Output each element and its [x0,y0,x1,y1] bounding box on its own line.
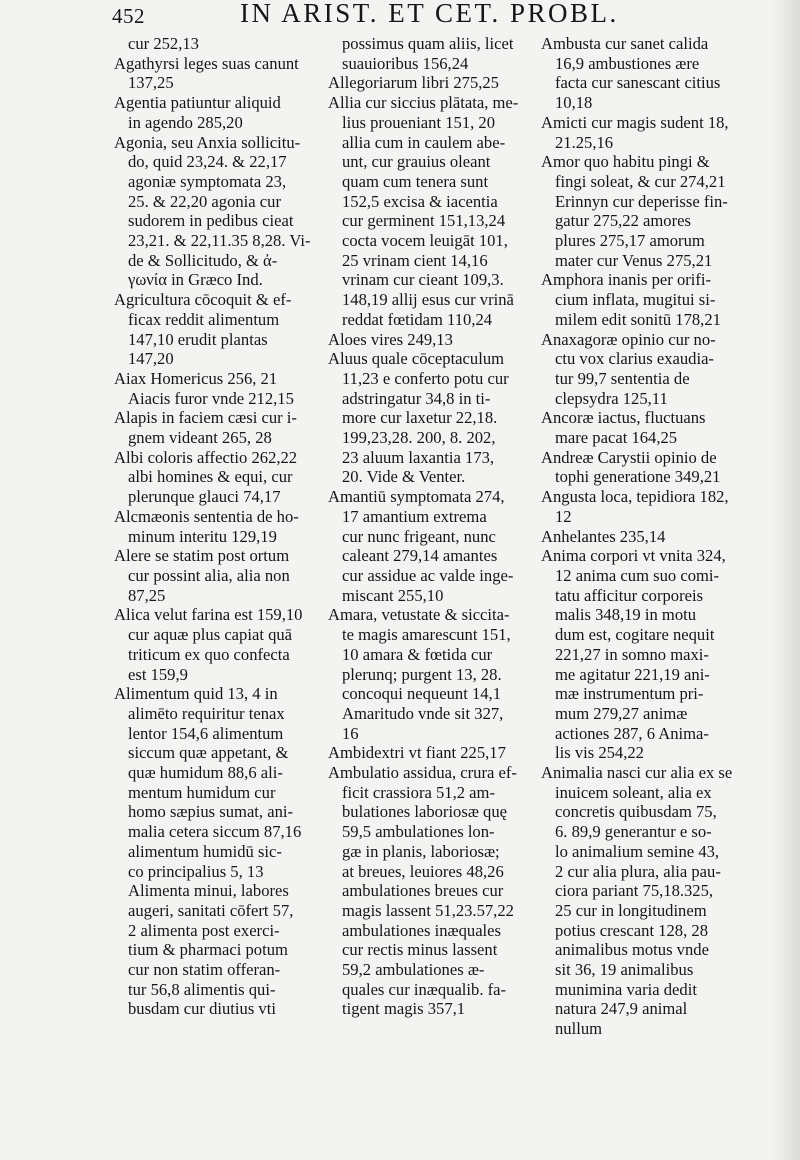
index-line: mare pacat 164,25 [555,428,678,448]
index-line: at breues, leuiores 48,26 [342,861,504,881]
index-line: malis 348,19 in motu [555,605,697,625]
index-column-2 [328,34,532,1019]
index-line: Amphora inanis per orifi- [541,270,712,290]
index-line: dum est, cogitare nequit [555,625,715,645]
index-line: ambulationes inæquales [342,920,501,940]
index-line: suauioribus 156,24 [342,53,469,73]
index-line: Alica velut farina est 159,10 [114,605,303,625]
index-line: tophi generatione 349,21 [555,467,721,487]
index-line: 87,25 [128,585,166,605]
index-line: tigent magis 357,1 [342,999,466,1019]
index-line: cur non statim offeran- [128,960,281,980]
index-line: inuicem soleant, alia ex [555,782,712,802]
index-line: Aluus quale cōceptaculum [328,349,505,369]
index-line: facta cur sanescant citius [555,73,721,93]
index-line: cur germinent 151,13,24 [342,211,506,231]
index-line: Animalia nasci cur alia ex se [541,763,733,783]
index-line: alimēto requiritur tenax [128,703,285,723]
index-line: cur 252,13 [128,34,199,53]
index-line: 20. Vide & Venter. [342,467,466,487]
index-line: cur rectis minus lassent [342,940,498,960]
index-line: Allegoriarum libri 275,25 [328,73,499,93]
index-line: Agathyrsi leges suas canunt [114,53,299,73]
index-line: sit 36, 19 animalibus [555,960,694,980]
index-line: lis vis 254,22 [555,743,644,763]
index-line: Albi coloris affectio 262,22 [114,447,298,467]
page-edge-shadow [772,0,800,1160]
index-line: de & Sollicitudo, & ἀ- [128,250,278,270]
index-line: unt, cur grauius oleant [342,152,491,172]
index-line: Amor quo habitu pingi & [541,152,710,172]
index-line: gatur 275,22 amores [555,211,691,231]
index-line: Agonia, seu Anxia sollicitu- [114,132,301,152]
index-column-3 [541,34,771,1039]
index-line: albi homines & equi, cur [128,467,293,487]
index-line: mentum humidum cur [128,782,276,802]
index-line: 25. & 22,20 agonia cur [128,191,281,211]
index-line: 152,5 excisa & iacentia [342,191,498,211]
index-line: lo animalium semine 43, [555,841,720,861]
index-line: tatu afficitur corporeis [555,585,704,605]
index-line: Alapis in faciem cæsi cur i- [114,408,297,428]
index-line: caleant 279,14 amantes [342,546,498,566]
index-line: Ancoræ iactus, fluctuans [541,408,706,428]
page-number: 452 [112,4,145,28]
index-line: busdam cur diutius vti [128,999,276,1019]
index-line: Erinnyn cur deperisse fin- [555,191,728,211]
index-line: quæ humidum 88,6 ali- [128,763,283,783]
index-line: Alere se statim post ortum [114,546,290,566]
index-line: concretis quibusdam 75, [555,802,717,822]
index-line: homo sæpius sumat, ani- [128,802,294,822]
index-line: Aiax Homericus 256, 21 [114,368,278,388]
index-line: cocta vocem leuigāt 101, [342,231,508,251]
index-line: 21.25,16 [555,132,614,152]
index-line: 12 [555,506,572,526]
index-line: ciora pariant 75,18.325, [555,881,714,901]
index-line: Amaritudo vnde sit 327, [342,703,504,723]
index-line: Anaxagoræ opinio cur no- [541,329,716,349]
page-header [0,0,800,34]
index-line: gnem videant 265, 28 [128,428,272,448]
index-line: Ambulatio assidua, crura ef- [328,763,517,783]
index-line: plures 275,17 amorum [555,231,705,251]
index-line: Agricultura cōcoquit & ef- [114,290,292,310]
index-line: tur 99,7 sententia de [555,368,690,388]
index-line: Agentia patiuntur aliquid [114,93,281,113]
index-line: 25 cur in longitudinem [555,900,707,920]
index-line: Anima corpori vt vnita 324, [541,546,726,566]
index-line: 59,2 ambulationes æ- [342,960,485,980]
index-column-1 [114,34,320,1019]
index-line: Ambusta cur sanet calida [541,34,709,53]
index-line: natura 247,9 animal [555,999,688,1019]
index-line: Angusta loca, tepidiora 182, [541,487,729,507]
index-line: tium & pharmaci potum [128,940,288,960]
index-line: 11,23 e conferto potu cur [342,368,509,388]
index-line: Amara, vetustate & siccita- [328,605,510,625]
index-line: vrinam cur cieant 109,3. [342,270,504,290]
index-line: 16 [342,723,359,743]
index-line: allia cum in caulem abe- [342,132,506,152]
index-line: 23,21. & 22,11.35 8,28. Vi- [128,231,311,251]
index-line: co principalius 5, 13 [128,861,264,881]
index-line: 10,18 [555,93,593,113]
index-line: 17 amantium extrema [342,506,487,526]
index-line: agoniæ symptomata 23, [128,171,287,191]
index-line: reddat fœtidam 110,24 [342,309,493,329]
index-line: lius proueniant 151, 20 [342,112,496,132]
index-line: adstringatur 34,8 in ti- [342,388,491,408]
index-line: in agendo 285,20 [128,112,243,132]
index-line: 16,9 ambustiones ære [555,53,700,73]
index-line: me agitatur 221,19 ani- [555,664,710,684]
index-line: lentor 154,6 alimentum [128,723,284,743]
index-line: est 159,9 [128,664,188,684]
index-line: Andreæ Carystii opinio de [541,447,717,467]
index-line: malia cetera siccum 87,16 [128,822,302,842]
index-line: 199,23,28. 200, 8. 202, [342,428,496,448]
index-line: augeri, sanitati cōfert 57, [128,900,294,920]
index-line: quales cur inæqualib. fa- [342,979,507,999]
index-line: 12 anima cum suo comi- [555,565,720,585]
index-line: miscant 255,10 [342,585,444,605]
index-line: fingi soleat, & cur 274,21 [555,171,726,191]
index-line: 137,25 [128,73,174,93]
index-line: siccum quæ appetant, & [128,743,289,763]
index-line: animalibus motus vnde [555,940,709,960]
index-line: 10 amara & fœtida cur [342,644,493,664]
index-line: mæ instrumentum pri- [555,684,704,704]
index-line: 148,19 allij esus cur vrinā [342,290,514,310]
index-line: nullum [555,1019,603,1039]
index-line: clepsydra 125,11 [555,388,668,408]
index-line: Anhelantes 235,14 [541,526,666,546]
index-line: 2 alimenta post exerci- [128,920,280,940]
index-line: 147,20 [128,349,174,369]
index-line: more cur laxetur 22,18. [342,408,498,428]
index-line: sudorem in pedibus cieat [128,211,294,231]
index-line: actiones 287, 6 Anima- [555,723,709,743]
index-line: ficax reddit alimentum [128,309,280,329]
index-line: quam cum tenera sunt [342,171,489,191]
index-line: cur assidue ac valde inge- [342,565,514,585]
index-line: minum interitu 129,19 [128,526,277,546]
index-line: Alcmæonis sententia de ho- [114,506,299,526]
index-line: do, quid 23,24. & 22,17 [128,152,287,172]
index-line: ambulationes breues cur [342,881,504,901]
index-line: plerunq; purgent 13, 28. [342,664,502,684]
index-line: Allia cur siccius plātata, me- [328,93,519,113]
index-line: triticum ex quo confecta [128,644,290,664]
index-line: bulationes laboriosæ quę [342,802,507,822]
index-line: alimentum humidū sic- [128,841,282,861]
index-line: 23 aluum laxantia 173, [342,447,495,467]
index-line: 221,27 in somno maxi- [555,644,709,664]
index-line: mum 279,27 animæ [555,703,688,723]
index-line: potius crescant 128, 28 [555,920,708,940]
index-line: γωνία in Græco Ind. [128,270,263,290]
index-line: ctu vox clarius exaudia- [555,349,714,369]
index-line: Amantiū symptomata 274, [328,487,505,507]
index-line: ficit crassiora 51,2 am- [342,782,495,802]
index-line: tur 56,8 alimentis qui- [128,979,276,999]
index-line: Alimenta minui, labores [128,881,289,901]
index-line: 2 cur alia plura, alia pau- [555,861,721,881]
index-line: mater cur Venus 275,21 [555,250,713,270]
index-line: Aiacis furor vnde 212,15 [128,388,294,408]
index-line: Alimentum quid 13, 4 in [114,684,278,704]
index-line: cium inflata, mugitui si- [555,290,716,310]
index-line: Aloes vires 249,13 [328,329,453,349]
index-line: magis lassent 51,23.57,22 [342,900,514,920]
index-line: possimus quam aliis, licet [342,34,514,53]
index-line: 59,5 ambulationes lon- [342,822,495,842]
index-line: cur possint alia, alia non [128,565,290,585]
index-line: te magis amarescunt 151, [342,625,511,645]
index-line: cur nunc frigeant, nunc [342,526,496,546]
running-title: IN ARIST. ET CET. PROBL. [240,0,619,28]
index-line: Amicti cur magis sudent 18, [541,112,729,132]
index-line: 25 vrinam cient 14,16 [342,250,488,270]
index-line: milem edit sonitū 178,21 [555,309,721,329]
index-line: gæ in planis, laboriosæ; [342,841,500,861]
index-line: cur aquæ plus capiat quā [128,625,293,645]
index-line: concoqui nequeunt 14,1 [342,684,501,704]
index-line: 147,10 erudit plantas [128,329,268,349]
index-line: plerunque glauci 74,17 [128,487,281,507]
index-line: 6. 89,9 generantur e so- [555,822,712,842]
index-line: munimina varia dedit [555,979,697,999]
index-line: Ambidextri vt fiant 225,17 [328,743,506,763]
